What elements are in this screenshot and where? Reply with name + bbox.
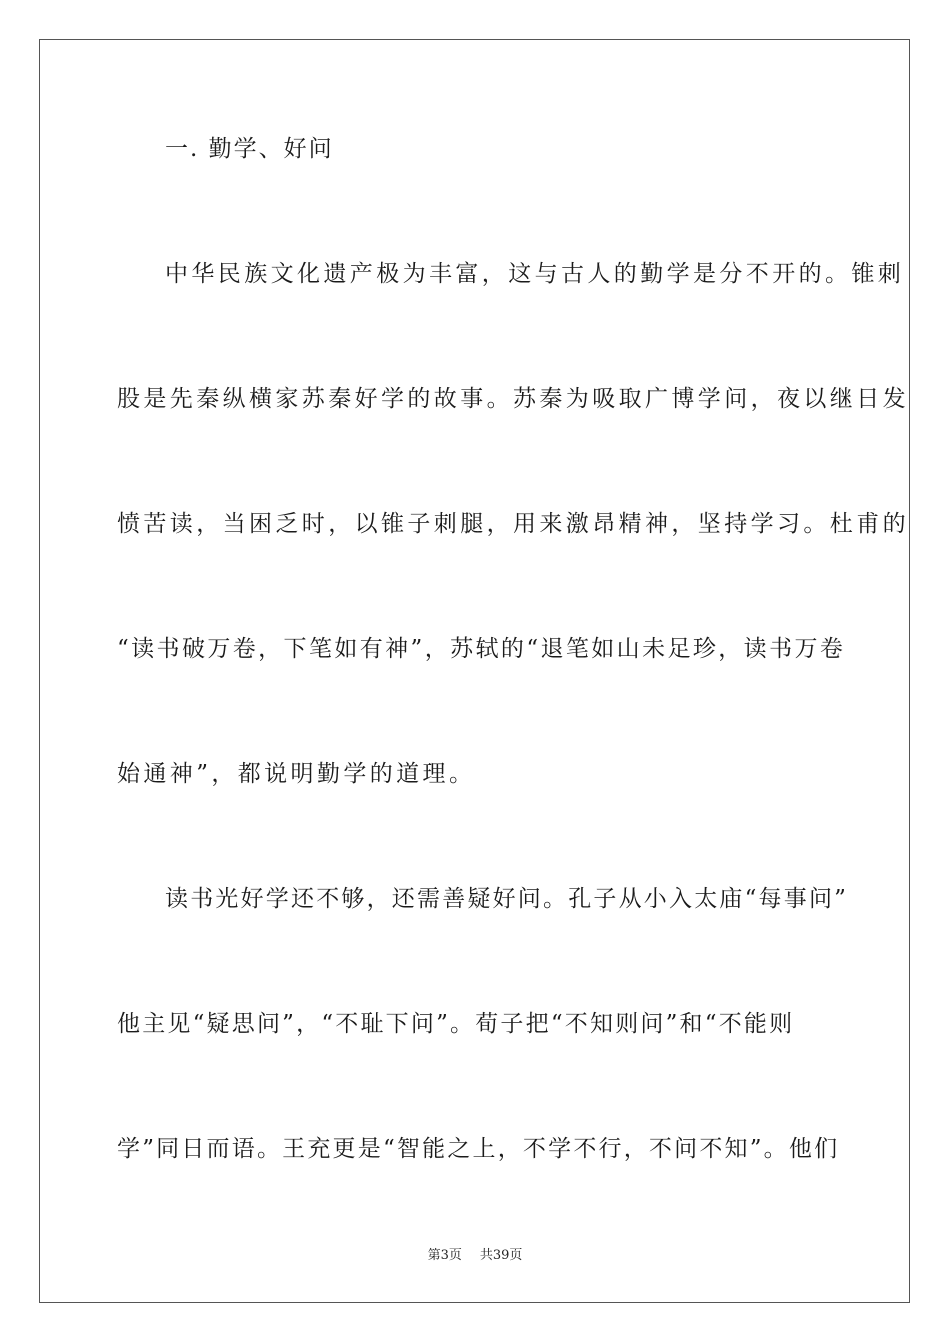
paragraph-1-line-2: 股是先秦纵横家苏秦好学的故事。苏秦为吸取广博学问，夜以继日发 <box>117 386 909 412</box>
section-heading: 一. 勤学、好问 <box>165 136 334 162</box>
paragraph-2-line-3: 学”同日而语。王充更是“智能之上，不学不行，不问不知”。他们 <box>117 1136 840 1162</box>
page-number: 第3页 <box>427 1248 462 1263</box>
paragraph-2-line-1: 读书光好学还不够，还需善疑好问。孔子从小入太庙“每事问” <box>165 886 849 912</box>
total-pages: 共39页 <box>479 1248 523 1263</box>
paragraph-1-line-5: 始通神”，都说明勤学的道理。 <box>117 761 476 787</box>
paragraph-1-line-3: 愤苦读，当困乏时，以锥子刺腿，用来激昂精神，坚持学习。杜甫的 <box>117 511 909 537</box>
paragraph-1-line-1: 中华民族文化遗产极为丰富，这与古人的勤学是分不开的。锥刺 <box>165 261 905 287</box>
paragraph-2-line-2: 他主见“疑思问”，“不耻下问”。荀子把“不知则问”和“不能则 <box>117 1011 795 1037</box>
page-border <box>39 39 910 1303</box>
paragraph-1-line-4: “读书破万卷，下笔如有神”，苏轼的“退笔如山未足珍，读书万卷 <box>117 636 846 662</box>
page-footer <box>0 1247 950 1265</box>
